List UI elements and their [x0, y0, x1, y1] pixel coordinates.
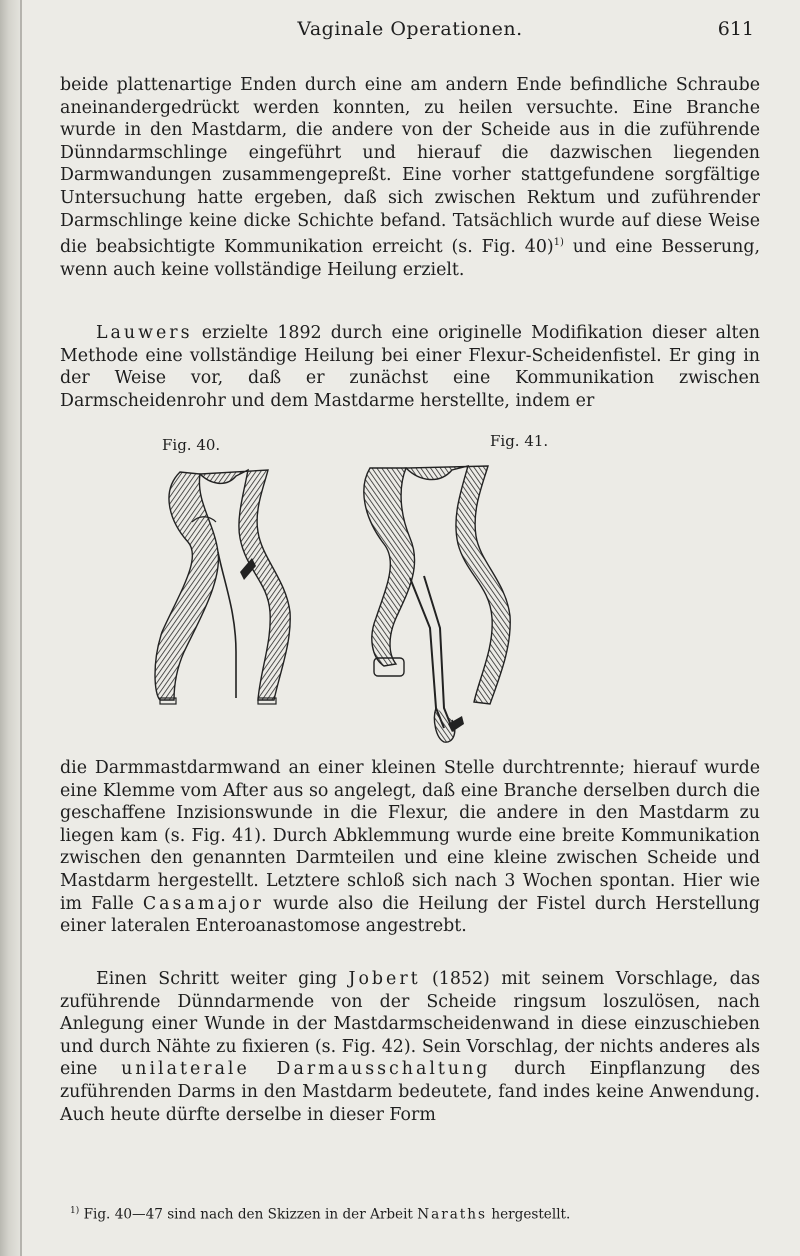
- paragraph-4-lead: Einen Schritt weiter ging: [96, 969, 349, 989]
- paragraph-1-text: beide plattenartige Enden durch eine am andern Ende befindliche Schraube aneinandergedrückt werden konnten, zu heilen versuchte. Eine Branche wurde in den Mastdarm, die andere von der Scheide aus in die zuführende Dünndarmschlinge eingeführt und hierauf die dazwischen liegenden Darmwandungen zusammengepreßt. Eine vorher stattgefundene sorgfältige Untersuchung hatte ergeben, daß sich zwischen Rektum und zuführender Darmschlinge keine dicke Schichte befand. Tatsächlich wurde auf diese Weise die beabsichtigte Kommunikation erreicht (s. Fig. 40): [60, 75, 760, 257]
- footnote: [70, 1206, 760, 1223]
- footnote-reference: 1): [553, 237, 564, 249]
- fig-40-illustration: [140, 462, 312, 707]
- author-name-jobert: Jobert: [348, 969, 421, 989]
- author-name-casamajor: Casamajor: [142, 893, 264, 914]
- fig-41-caption: Fig. 41.: [490, 432, 549, 450]
- paragraph-4: [60, 968, 760, 1126]
- emphasis-term: unilaterale Darmausschaltung: [121, 1059, 491, 1080]
- author-name-naraths: Naraths: [417, 1206, 487, 1223]
- paragraph-3-tail: wurde also die Heilung der Fistel durch Herstellung einer lateralen Enteroanastomose angestrebt.: [60, 893, 761, 937]
- author-name-lauwers: Lauwers: [96, 323, 193, 343]
- figure-block: [140, 432, 680, 751]
- paragraph-1: [60, 74, 760, 281]
- fig-41-illustration: [340, 458, 540, 748]
- page-header: [60, 18, 760, 52]
- paragraph-4-tail: durch Einpflanzung des zuführenden Darms in den Mastdarm bedeutete, fand indes keine Anwendung. Auch heute dürfte derselbe in dieser Form: [60, 1059, 760, 1125]
- paragraph-2: [60, 322, 760, 412]
- page-number: 611: [717, 18, 754, 40]
- footnote-text-a: Fig. 40—47 sind nach den Skizzen in der Arbeit: [79, 1206, 418, 1223]
- page-gutter-shadow: [0, 0, 22, 1256]
- binding-edge: [20, 0, 22, 1256]
- paragraph-1-tail: und eine Besserung, wenn auch keine vollständige Heilung erzielt.: [60, 236, 760, 280]
- fig-40-caption: Fig. 40.: [162, 436, 221, 454]
- paragraph-3-text: die Darmmastdarmwand an einer kleinen Stelle durchtrennte; hierauf wurde eine Klemme vom After aus so angelegt, daß eine Branche derselben durch die geschaffene Inzisionswunde in die Flexur, die andere in den Mastdarm zu liegen kam (s. Fig. 41). Durch Abklemmung wurde eine breite Kommunikation zwischen den genannten Darmteilen und eine kleine zwischen Scheide und Mastdarm hergestellt. Letztere schloß sich nach 3 Wochen spontan. Hier wie im Falle: [60, 758, 760, 914]
- running-title: Vaginale Operationen.: [297, 18, 523, 40]
- paragraph-2-text: erzielte 1892 durch eine originelle Modifikation dieser alten Methode eine vollständige Heilung bei einer Flexur-Scheidenfistel. Er ging in der Weise vor, daß er zunächst eine Kommunikation zwischen Darmscheidenrohr und dem Mastdarme herstellte, indem er: [60, 323, 760, 411]
- paragraph-3: [60, 757, 760, 938]
- footnote-text-b: hergestellt.: [487, 1206, 571, 1223]
- footnote-marker: 1): [70, 1206, 80, 1216]
- paragraph-4-middle: (1852) mit seinem Vorschlage, das zuführende Dünndarmende von der Scheide ringsum loszulösen, nach Anlegung einer Wunde in der Mastdarmscheidenwand in diese einzuschieben und durch Nähte zu fixieren (s. Fig. 42). Sein Vorschlag, der nichts anderes als eine: [60, 969, 760, 1080]
